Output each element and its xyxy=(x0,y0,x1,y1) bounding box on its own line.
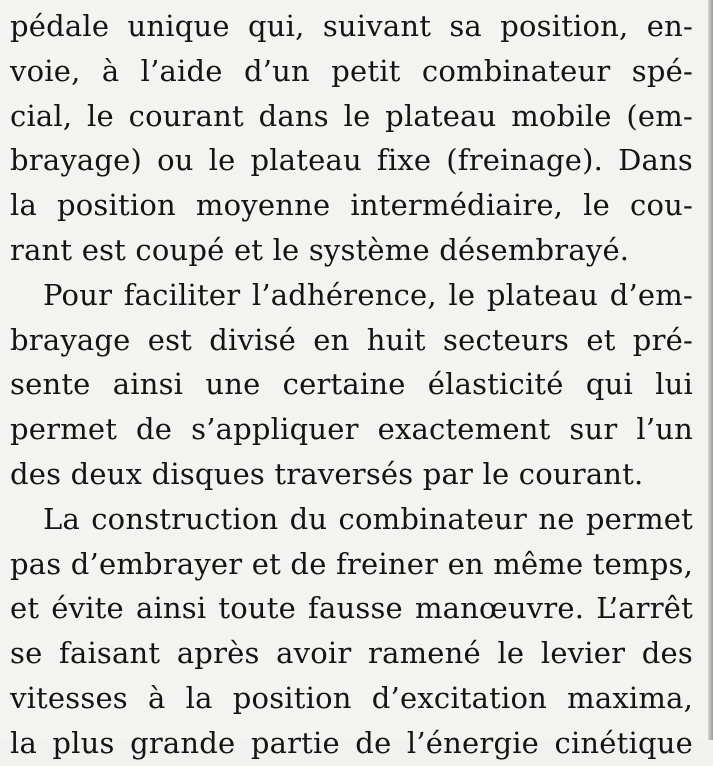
page-edge xyxy=(708,0,713,740)
text-line-11: des deux disques traversés par le courant. xyxy=(10,456,644,491)
text-line-10: permet de s’appliquer exactement sur l’un xyxy=(10,412,693,447)
text-line-12: La construction du combinateur ne permet xyxy=(43,501,693,536)
text-line-9: sente ainsi une certaine élasticité qui lui xyxy=(10,367,693,402)
text-line-5: la position moyenne intermédiaire, le cou- xyxy=(10,188,693,223)
text-line-7: Pour faciliter l’adhérence, le plateau d’em- xyxy=(43,277,693,312)
text-block xyxy=(10,4,693,766)
text-line-1: pédale unique qui, suivant sa position, en- xyxy=(10,9,693,43)
text-line-6: rant est coupé et le système désembrayé. xyxy=(10,232,630,267)
text-line-4: brayage) ou le plateau fixe (freinage). Dans xyxy=(10,143,693,178)
text-line-15: se faisant après avoir ramené le levier des xyxy=(10,636,693,671)
text-line-16: vitesses à la position d’excitation maxima, xyxy=(10,680,693,715)
text-line-13: pas d’embrayer et de freiner en même temps, xyxy=(10,546,693,581)
text-line-17: la plus grande partie de l’énergie cinétique xyxy=(10,725,693,760)
text-line-14: et évite ainsi toute fausse manœuvre. L’arrêt xyxy=(10,591,693,626)
text-line-8: brayage est divisé en huit secteurs et pré- xyxy=(10,322,693,357)
text-line-2: voie, à l’aide d’un petit combinateur spé- xyxy=(10,53,693,88)
text-line-3: cial, le courant dans le plateau mobile (em- xyxy=(10,98,693,133)
